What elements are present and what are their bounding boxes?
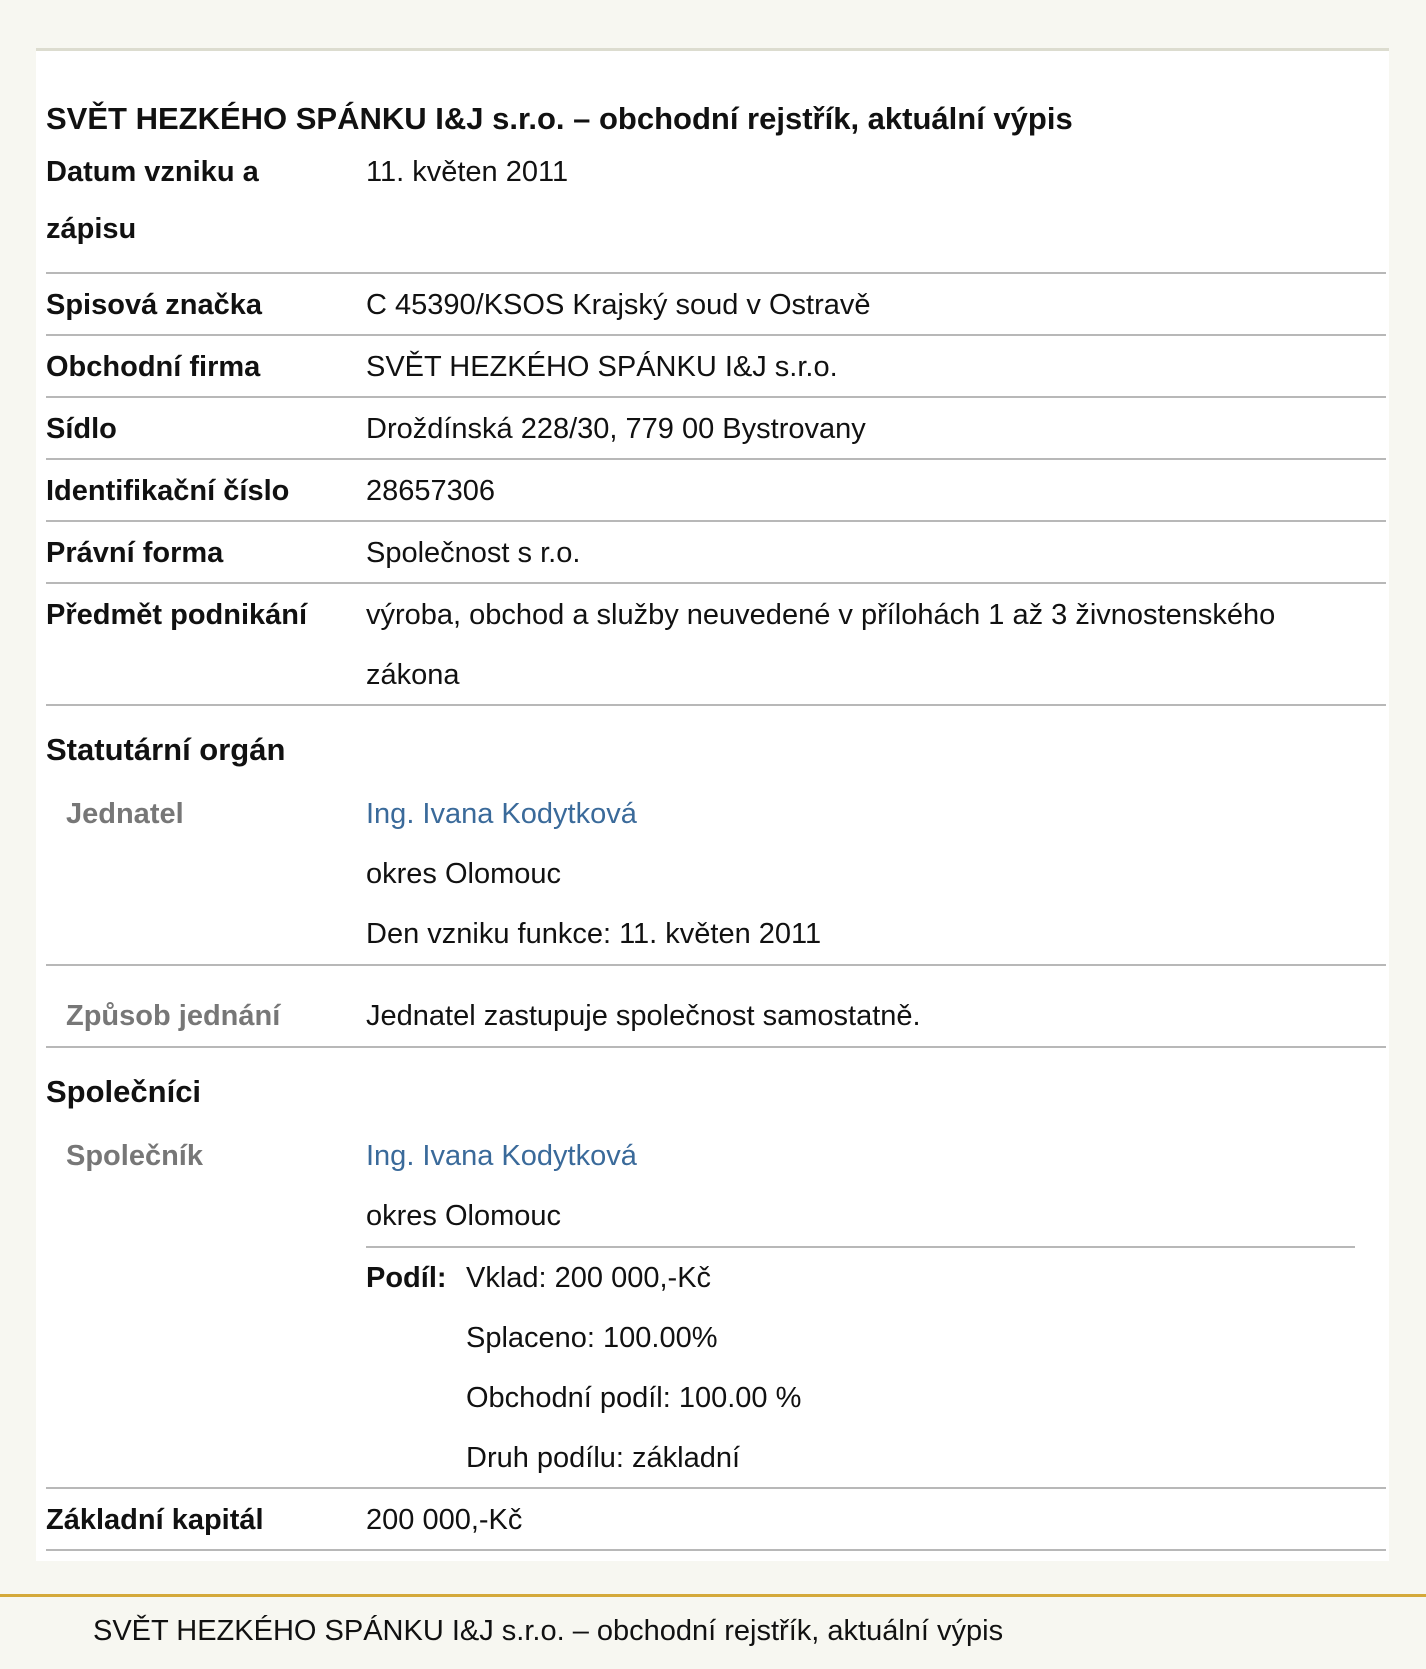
value-pravni-forma: Společnost s r.o.	[366, 537, 581, 569]
row-divider	[46, 334, 1386, 336]
row-divider	[46, 272, 1386, 274]
label-datum-line2: zápisu	[46, 213, 137, 245]
section-statutarni-organ: Statutární orgán	[46, 732, 286, 767]
label-jednatel: Jednatel	[66, 798, 184, 830]
value-vklad: Vklad: 200 000,-Kč	[466, 1262, 712, 1294]
label-zakladni-kapital: Základní kapitál	[46, 1504, 264, 1536]
row-divider	[46, 1046, 1386, 1048]
label-zpusob-jednani: Způsob jednání	[66, 1000, 281, 1032]
value-predmet-line2: zákona	[366, 659, 460, 691]
value-jednatel-den-vzniku: Den vzniku funkce: 11. květen 2011	[366, 918, 822, 950]
row-divider	[46, 396, 1386, 398]
value-spisova-znacka: C 45390/KSOS Krajský soud v Ostravě	[366, 289, 871, 321]
label-identifikacni-cislo: Identifikační číslo	[46, 475, 290, 507]
value-sidlo: Droždínská 228/30, 779 00 Bystrovany	[366, 413, 866, 445]
link-spolecnik-name[interactable]: Ing. Ivana Kodytková	[366, 1140, 637, 1172]
value-druh-podilu: Druh podílu: základní	[466, 1442, 741, 1474]
row-divider	[46, 1549, 1386, 1551]
value-datum: 11. květen 2011	[366, 156, 569, 188]
value-obchodni-podil: Obchodní podíl: 100.00 %	[466, 1382, 802, 1414]
value-predmet-line1: výroba, obchod a služby neuvedené v přílohách 1 až 3 živnostenského	[366, 599, 1276, 631]
row-divider	[46, 964, 1386, 966]
label-obchodni-firma: Obchodní firma	[46, 351, 261, 383]
row-divider	[46, 520, 1386, 522]
value-zpusob-jednani: Jednatel zastupuje společnost samostatně.	[366, 1000, 921, 1032]
label-podil: Podíl:	[366, 1262, 447, 1294]
row-divider	[46, 1487, 1386, 1489]
value-jednatel-okres: okres Olomouc	[366, 858, 562, 890]
label-sidlo: Sídlo	[46, 413, 117, 445]
value-zakladni-kapital: 200 000,-Kč	[366, 1504, 523, 1536]
value-obchodni-firma: SVĚT HEZKÉHO SPÁNKU I&J s.r.o.	[366, 351, 838, 383]
row-divider	[46, 704, 1386, 706]
link-jednatel-name[interactable]: Ing. Ivana Kodytková	[366, 798, 637, 830]
label-pravni-forma: Právní forma	[46, 537, 224, 569]
label-spisova-znacka: Spisová značka	[46, 289, 262, 321]
row-divider	[46, 458, 1386, 460]
label-predmet-podnikani: Předmět podnikání	[46, 599, 308, 631]
value-splaceno: Splaceno: 100.00%	[466, 1322, 718, 1354]
page-title: SVĚT HEZKÉHO SPÁNKU I&J s.r.o. – obchodní rejstřík, aktuální výpis	[46, 101, 1073, 136]
value-identifikacni-cislo: 28657306	[366, 475, 496, 507]
section-spolecnici: Společníci	[46, 1074, 202, 1109]
footer-title: SVĚT HEZKÉHO SPÁNKU I&J s.r.o. – obchodní rejstřík, aktuální výpis	[93, 1615, 1004, 1647]
value-spolecnik-okres: okres Olomouc	[366, 1200, 562, 1232]
label-spolecnik: Společník	[66, 1140, 203, 1172]
footer	[0, 1594, 1426, 1669]
row-divider	[46, 582, 1386, 584]
label-datum-line1: Datum vzniku a	[46, 156, 259, 188]
